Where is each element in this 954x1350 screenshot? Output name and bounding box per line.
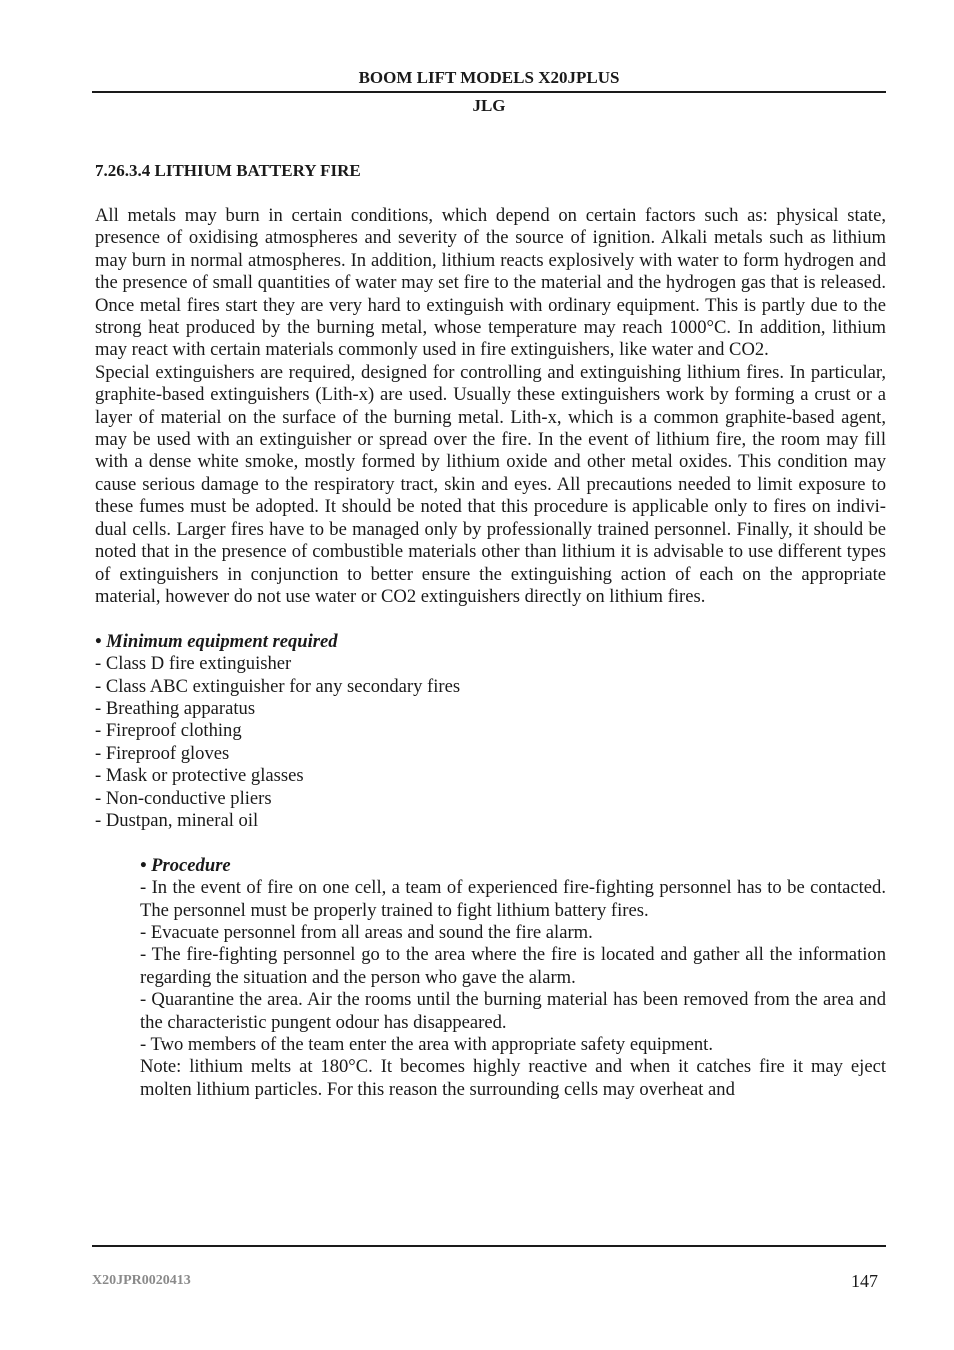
procedure-heading: • Procedure xyxy=(140,854,231,876)
list-item: - Dustpan, mineral oil xyxy=(95,809,259,831)
section-heading: 7.26.3.4 LITHIUM BATTERY FIRE xyxy=(95,161,361,180)
header-rule xyxy=(92,91,886,93)
page-header-brand: JLG xyxy=(472,96,506,115)
procedure-section xyxy=(95,855,886,1101)
procedure-step: - The fire-fighting personnel go to the area where the fire is located and gather all the information regarding the situation and the person who gave the alarm. xyxy=(140,944,886,988)
list-item: - Non-conductive pliers xyxy=(95,787,272,809)
footer-rule xyxy=(92,1245,886,1247)
equipment-list xyxy=(95,653,886,832)
list-item: - Class D fire extinguisher xyxy=(95,653,292,675)
document-body xyxy=(95,205,886,1101)
procedure-step: - Evacuate personnel from all areas and sound the fire alarm. xyxy=(140,921,593,943)
document-code: X20JPR0020413 xyxy=(92,1273,191,1288)
spacer xyxy=(95,832,886,854)
list-item: - Mask or protective glasses xyxy=(95,765,304,787)
list-item: - Fireproof clothing xyxy=(95,720,242,742)
procedure-step: - Quarantine the area. Air the rooms until the burning material has been removed from the area and the characteristic pungent odour has disappeared. xyxy=(140,989,886,1033)
procedure-note: Note: lithium melts at 180°C. It becomes highly reactive and when it catches fire it may eject molten lithium particles. For this reason the surrounding cells may overheat and xyxy=(140,1056,886,1100)
procedure-step: - Two members of the team enter the area with appropriate safety equipment. xyxy=(140,1034,713,1055)
equipment-heading: • Minimum equipment required xyxy=(95,630,338,652)
page-number: 147 xyxy=(851,1271,878,1291)
paragraph-metal-fires: All metals may burn in certain conditions, which depend on certain factors such as: physical state, presence of oxidising atmospheres and severity of the source of ignition. Alkali metals such as lithium may burn in normal atmospheres. In addition, lithium reacts explosively with water to form hydrogen and the presence of small quantities of water may set fire to the material and the hydrogen gas that is released. Once metal fires start they are very hard to extinguish with ordinary equipment. This is partly due to the strong heat produced by the burning metal, whose temperature may reach 1000°C. In addition, lithium may react with certain materials commonly used in fire extinguishers, like water and CO2. xyxy=(95,205,886,361)
list-item: - Breathing apparatus xyxy=(95,697,256,719)
list-item: - Fireproof gloves xyxy=(95,742,230,764)
list-item: - Class ABC extinguisher for any secondary fires xyxy=(95,675,461,697)
paragraph-special-extinguishers: Special extinguishers are required, designed for controlling and extinguishing lithium fires. In particular, graphite-based extinguishers (Lith-x) are used. Usually these extinguishers work by forming a crust or a layer of material on the surface of the burning metal. Lith-x, which is a common graphite-based agent, may be used with an extinguisher or spread over the fire. In the event of lithium fire, the room may fill with a dense white smoke, mostly formed by lithium oxide and other metal oxides. This condition may cause serious damage to the respiratory tract, skin and eyes. All precautions needed to limit exposure to these fumes must be adopted. It should be noted that this procedure is applicable only to fires on individual cells. Larger fires have to be managed only by professionally trained personnel. Finally, it should be noted that in the presence of combustible materials other than lithium it is advisable to use different types of extinguishers in conjunction to better ensure the extinguishing action of each on the appropriate material, however do not use water or CO2 extinguishers directly on lithium fires. xyxy=(95,361,886,607)
page-header-title: BOOM LIFT MODELS X20JPLUS xyxy=(358,68,620,87)
procedure-step: - In the event of fire on one cell, a team of experienced fire-fighting personnel has to be contacted. The personnel must be properly trained to fight lithium battery fires. xyxy=(140,877,886,921)
spacer xyxy=(95,608,886,630)
